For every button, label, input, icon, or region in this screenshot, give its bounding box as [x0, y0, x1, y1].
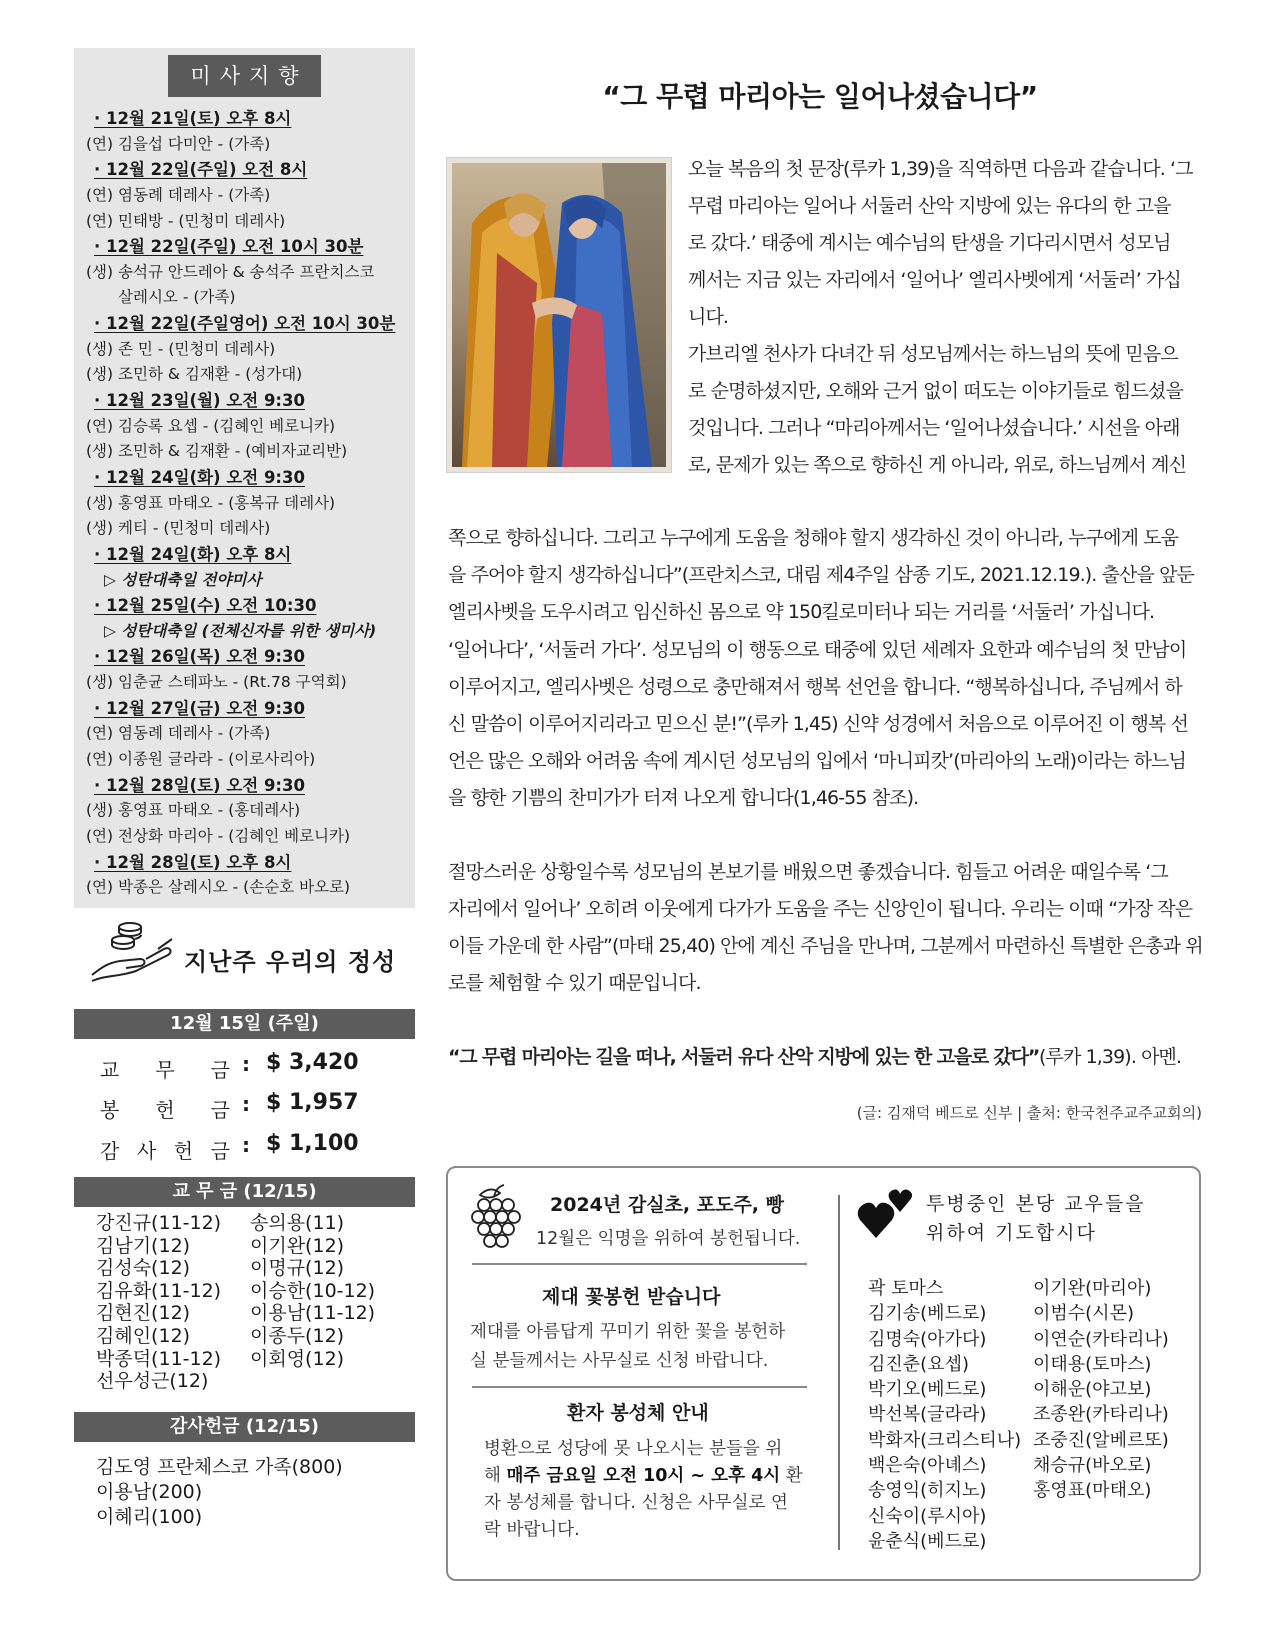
- offering-amount: $ 1,957: [266, 1090, 359, 1115]
- mass-intention: (생) 임춘균 스테파노 - (Rt.78 구역회): [86, 673, 347, 692]
- offering-row: 봉 헌 금 : $ 1,957: [100, 1090, 359, 1122]
- article-line: 신 말씀이 이루어지리라고 믿으신 분!”(루카 1,45) 신약 성경에서 처음으로 이루어진 이 행복 선: [448, 713, 1188, 735]
- offering-amount: $ 3,420: [266, 1050, 359, 1075]
- mass-intention: (생) 존 민 - (민청미 데레사): [86, 339, 276, 358]
- gyomu-name: 이기완(12): [250, 1234, 345, 1257]
- article-paragraph-1-cont: [448, 520, 1194, 631]
- mass-date: · 12월 28일(토) 오전 9:30: [94, 775, 305, 795]
- article-line: 오늘 복음의 첫 문장(루카 1,39)을 직역하면 다음과 같습니다. ‘그: [688, 158, 1193, 180]
- article-credit: (글: 김재덕 베드로 신부 | 출처: 한국천주교주교회의): [856, 1104, 1202, 1122]
- prayer-name: 곽 토마스: [868, 1278, 944, 1299]
- thanks-name: 이혜리(100): [96, 1506, 203, 1528]
- mass-intention: (생) 케티 - (민청미 데레사): [86, 519, 271, 538]
- article-line: 로 순명하셨지만, 오해와 근거 없이 떠도는 이야기들로 힘드셨을: [688, 380, 1183, 402]
- mass-intention: (생) 홍영표 마태오 - (홍복규 데레사): [86, 493, 336, 512]
- gyomu-name: 송의용(11): [250, 1212, 345, 1234]
- article-line: 이루어지고, 엘리사벳은 성령으로 충만해져서 행복 선언을 합니다. “행복하십니다, 주님께서 하: [448, 676, 1182, 698]
- gyomu-name: 김남기(12): [96, 1234, 191, 1257]
- prayer-name: 김기송(베드로): [868, 1303, 987, 1325]
- grapes-icon: [466, 1183, 522, 1249]
- article-closing: [448, 1039, 1181, 1076]
- article-line: 이들 가운데 한 사람”(마태 25,40) 안에 계신 주님을 만나며, 그분께서 마련하신 특별한 은총과 위: [448, 935, 1203, 957]
- mass-intention: (연) 김승록 요셉 - (김혜인 베로니카): [86, 416, 336, 435]
- mass-date: · 12월 26일(목) 오전 9:30: [94, 647, 305, 667]
- article-line: 로, 문제가 있는 쪽으로 향하신 게 아니라, 위로, 하느님께서 계신: [688, 454, 1187, 476]
- grape-title: 2024년 감실초, 포도주, 빵: [550, 1194, 784, 1216]
- mass-intention: (생) 조민하 & 김재환 - (성가대): [86, 365, 303, 384]
- prayer-name: 신숙이(루시아): [868, 1505, 987, 1527]
- article-line: 니다.: [688, 306, 729, 328]
- offering-label: 감 사 헌 금: [100, 1139, 230, 1163]
- prayer-name: 이태용(토마스): [1033, 1353, 1152, 1375]
- mass-date: · 12월 22일(주일영어) 오전 10시 30분: [94, 314, 396, 334]
- mass-intention: (생) 홍영표 마태오 - (홍데레사): [86, 801, 301, 820]
- communion-title: 환자 봉성체 안내: [567, 1402, 709, 1424]
- gyomu-name: 이회영(12): [250, 1347, 345, 1370]
- mass-intention: (연) 이종원 글라라 - (이로사리아): [86, 750, 316, 769]
- mass-date: · 12월 23일(월) 오전 9:30: [94, 391, 305, 411]
- article-line: 을 향한 기쁨의 찬미가가 터져 나오게 합니다(1,46-55 참조).: [448, 787, 919, 809]
- gyomu-name: 김혜인(12): [96, 1324, 191, 1347]
- mass-intention: (연) 염동례 데레사 - (가족): [86, 185, 271, 204]
- mass-intention: (연) 김을섭 다미안 - (가족): [86, 134, 271, 153]
- offering-week-bar: 12월 15일 (주일): [74, 1009, 415, 1039]
- prayer-name: 홍영표(마태오): [1033, 1480, 1152, 1502]
- mass-intentions-header: 미사지향: [168, 55, 321, 97]
- gyomu-name: 이승한(10-12): [250, 1279, 376, 1302]
- prayer-title: 투병중인 본당 교우들을 위하여 기도합시다: [926, 1193, 1146, 1244]
- article-title: “그 무렵 마리아는 일어나셨습니다”: [602, 80, 1038, 113]
- offering-label: 봉 헌 금: [100, 1098, 230, 1122]
- article-line: ‘일어나다’, ‘서둘러 가다’. 성모님의 이 행동으로 태중에 있던 세례자 요한과 예수님의 첫 만남이: [448, 639, 1187, 661]
- article-paragraph-1: [688, 151, 1193, 484]
- article-line: 께서는 지금 있는 자리에서 ‘일어나’ 엘리사벳에게 ‘서둘러’ 가십: [688, 269, 1181, 291]
- mass-intention: (생) 송석규 안드레아 & 송석주 프란치스코: [86, 262, 375, 281]
- prayer-name: 채승규(바오로): [1033, 1455, 1152, 1477]
- article-line: 쪽으로 향하십니다. 그리고 누구에게 도움을 청해야 할지 생각하신 것이 아니라, 누구에게 도움: [448, 527, 1179, 549]
- article-line: 것입니다. 그러나 “마리아께서는 ‘일어나셨습니다.’ 시선을 아래: [688, 417, 1180, 439]
- divider-line: [472, 1263, 807, 1265]
- divider-line: [472, 1386, 807, 1388]
- thanks-name: 김도영 프란체스코 가족(800): [96, 1456, 343, 1478]
- mass-date: · 12월 27일(금) 오전 9:30: [94, 698, 305, 718]
- mass-date: · 12월 25일(수) 오전 10:30: [94, 596, 317, 616]
- offering-amount: $ 1,100: [266, 1131, 359, 1156]
- article-line: 절망스러운 상황일수록 성모님의 본보기를 배웠으면 좋겠습니다. 힘들고 어려운 때일수록 ‘그: [448, 861, 1168, 883]
- gyomu-name: 선우성근(12): [96, 1370, 209, 1393]
- article-line: 로 갔다.’ 태중에 계시는 예수님의 탄생을 기다리시면서 성모님: [688, 232, 1171, 254]
- gyomu-name: 김성숙(12): [96, 1257, 191, 1280]
- closing-ref: (루카 1,39). 아멘.: [1039, 1046, 1182, 1068]
- prayer-name: 이해운(야고보): [1033, 1379, 1152, 1401]
- article-paragraph-2: [448, 632, 1188, 817]
- mass-intention: (연) 박종은 살레시오 - (손순호 바오로): [86, 878, 351, 897]
- offering-row: 교 무 금 : $ 3,420: [100, 1050, 359, 1082]
- flower-text: 제대를 아름답게 꾸미기 위한 꽃을 봉헌하 실 분들께서는 사무실로 신청 바랍니다.: [470, 1322, 786, 1371]
- prayer-name: 조종완(카타리나): [1033, 1404, 1169, 1426]
- article-paragraph-3: [448, 854, 1203, 1002]
- prayer-name: 박선복(글라라): [868, 1404, 987, 1426]
- grape-text: 12월은 익명을 위하여 봉헌됩니다.: [536, 1229, 801, 1249]
- prayer-name: 송영익(히지노): [868, 1480, 987, 1502]
- mass-date: · 12월 24일(화) 오전 9:30: [94, 467, 305, 487]
- thanks-bar: 감사헌금 (12/15): [74, 1412, 415, 1442]
- article-line: 자리에서 일어나’ 오히려 이웃에게 다가가 도움을 주는 신앙인이 됩니다. 우리는 이때 “가장 작은: [448, 898, 1193, 920]
- article-line: 가브리엘 천사가 다녀간 뒤 성모님께서는 하느님의 뜻에 믿음으: [688, 343, 1178, 365]
- thanks-name: 이용남(200): [96, 1481, 203, 1503]
- gyomu-name: 박종덕(11-12): [96, 1347, 222, 1370]
- communion-text: 병환으로 성당에 못 나오시는 분들을 위 해 매주 금요일 오전 10시 ~ 오후 4시 환 자 봉성체를 합니다. 신청은 사무실로 연 락 바랍니다.: [484, 1439, 803, 1540]
- article-line: 엘리사벳을 도우시려고 임신하신 몸으로 약 150킬로미터나 되는 거리를 ‘서둘러’ 가십니다.: [448, 601, 1155, 623]
- prayer-name: 박화자(크리스티나): [868, 1429, 1022, 1451]
- mass-intention: (연) 염동례 데레사 - (가족): [86, 724, 271, 743]
- mass-intention: (연) 민태방 - (민청미 데레사): [86, 211, 286, 230]
- article-line: 언은 많은 오해와 어려움 속에 계시던 성모님의 입에서 ‘마니피캇’(마리아의 노래)이라는 하느님: [448, 750, 1186, 772]
- article-line: 을 주어야 할지 생각하십니다”(프란치스코, 대림 제4주일 삼종 기도, 2021.12.19.). 출산을 앞둔: [448, 564, 1194, 586]
- prayer-name: 이연순(카타리나): [1033, 1328, 1169, 1350]
- thanks-names: [96, 1455, 343, 1530]
- prayer-name: 백은숙(아녜스): [868, 1455, 987, 1477]
- closing-quote: “그 무렵 마리아는 길을 떠나, 서둘러 유다 산악 지방에 있는 한 고을로 갔다”: [448, 1046, 1040, 1068]
- prayer-name: 윤춘식(베드로): [868, 1530, 987, 1552]
- hearts-icon: [856, 1186, 916, 1242]
- prayer-name: 김명숙(아가다): [868, 1328, 987, 1350]
- mass-note: ▷ 성탄대축일 전야미사: [104, 570, 262, 589]
- gyomu-name: 강진규(11-12): [96, 1212, 222, 1234]
- gyomu-name: 이종두(12): [250, 1324, 345, 1347]
- mass-date: · 12월 22일(주일) 오전 8시: [94, 160, 308, 180]
- prayer-name: 김진춘(요셉): [868, 1353, 969, 1375]
- flower-title: 제대 꽃봉헌 받습니다: [542, 1286, 721, 1308]
- mass-intention: (연) 전상화 마리아 - (김혜인 베로니카): [86, 826, 351, 845]
- offering-title: 지난주 우리의 정성: [184, 948, 397, 976]
- offering-label: 교 무 금: [100, 1058, 230, 1082]
- gyomu-name: 김유화(11-12): [96, 1279, 222, 1302]
- mass-date: · 12월 22일(주일) 오전 10시 30분: [94, 237, 364, 257]
- prayer-name: 조중진(알베르또): [1033, 1429, 1169, 1451]
- coins-in-hand-icon: [88, 915, 178, 987]
- gyomu-name: 이용남(11-12): [250, 1302, 376, 1325]
- mass-intentions-list: [86, 106, 412, 901]
- prayer-name: 박기오(베드로): [868, 1379, 987, 1401]
- notice-box-divider: [838, 1195, 840, 1550]
- mass-date: · 12월 24일(화) 오후 8시: [94, 544, 292, 564]
- mass-intention: 살레시오 - (가족): [118, 288, 236, 307]
- gyomu-bar: 교 무 금 (12/15): [74, 1177, 415, 1207]
- article-line: 로를 체험할 수 있기 때문입니다.: [448, 972, 701, 994]
- mass-date: · 12월 28일(토) 오후 8시: [94, 852, 292, 872]
- mass-intention: (생) 조민하 & 김재환 - (예비자교리반): [86, 442, 348, 461]
- visitation-painting: [446, 157, 672, 473]
- article-line: 무렵 마리아는 일어나 서둘러 산악 지방에 있는 유다의 한 고을: [688, 195, 1171, 217]
- offering-row: 감 사 헌 금 : $ 1,100: [100, 1131, 359, 1163]
- prayer-name: 이기완(마리아): [1033, 1278, 1152, 1299]
- mass-note: ▷ 성탄대축일 (전체신자를 위한 생미사): [104, 621, 377, 640]
- prayer-name: 이범수(시몬): [1033, 1303, 1134, 1325]
- mass-date: · 12월 21일(토) 오후 8시: [94, 109, 292, 128]
- gyomu-name: 이명규(12): [250, 1257, 345, 1280]
- gyomu-name: 김현진(12): [96, 1302, 191, 1325]
